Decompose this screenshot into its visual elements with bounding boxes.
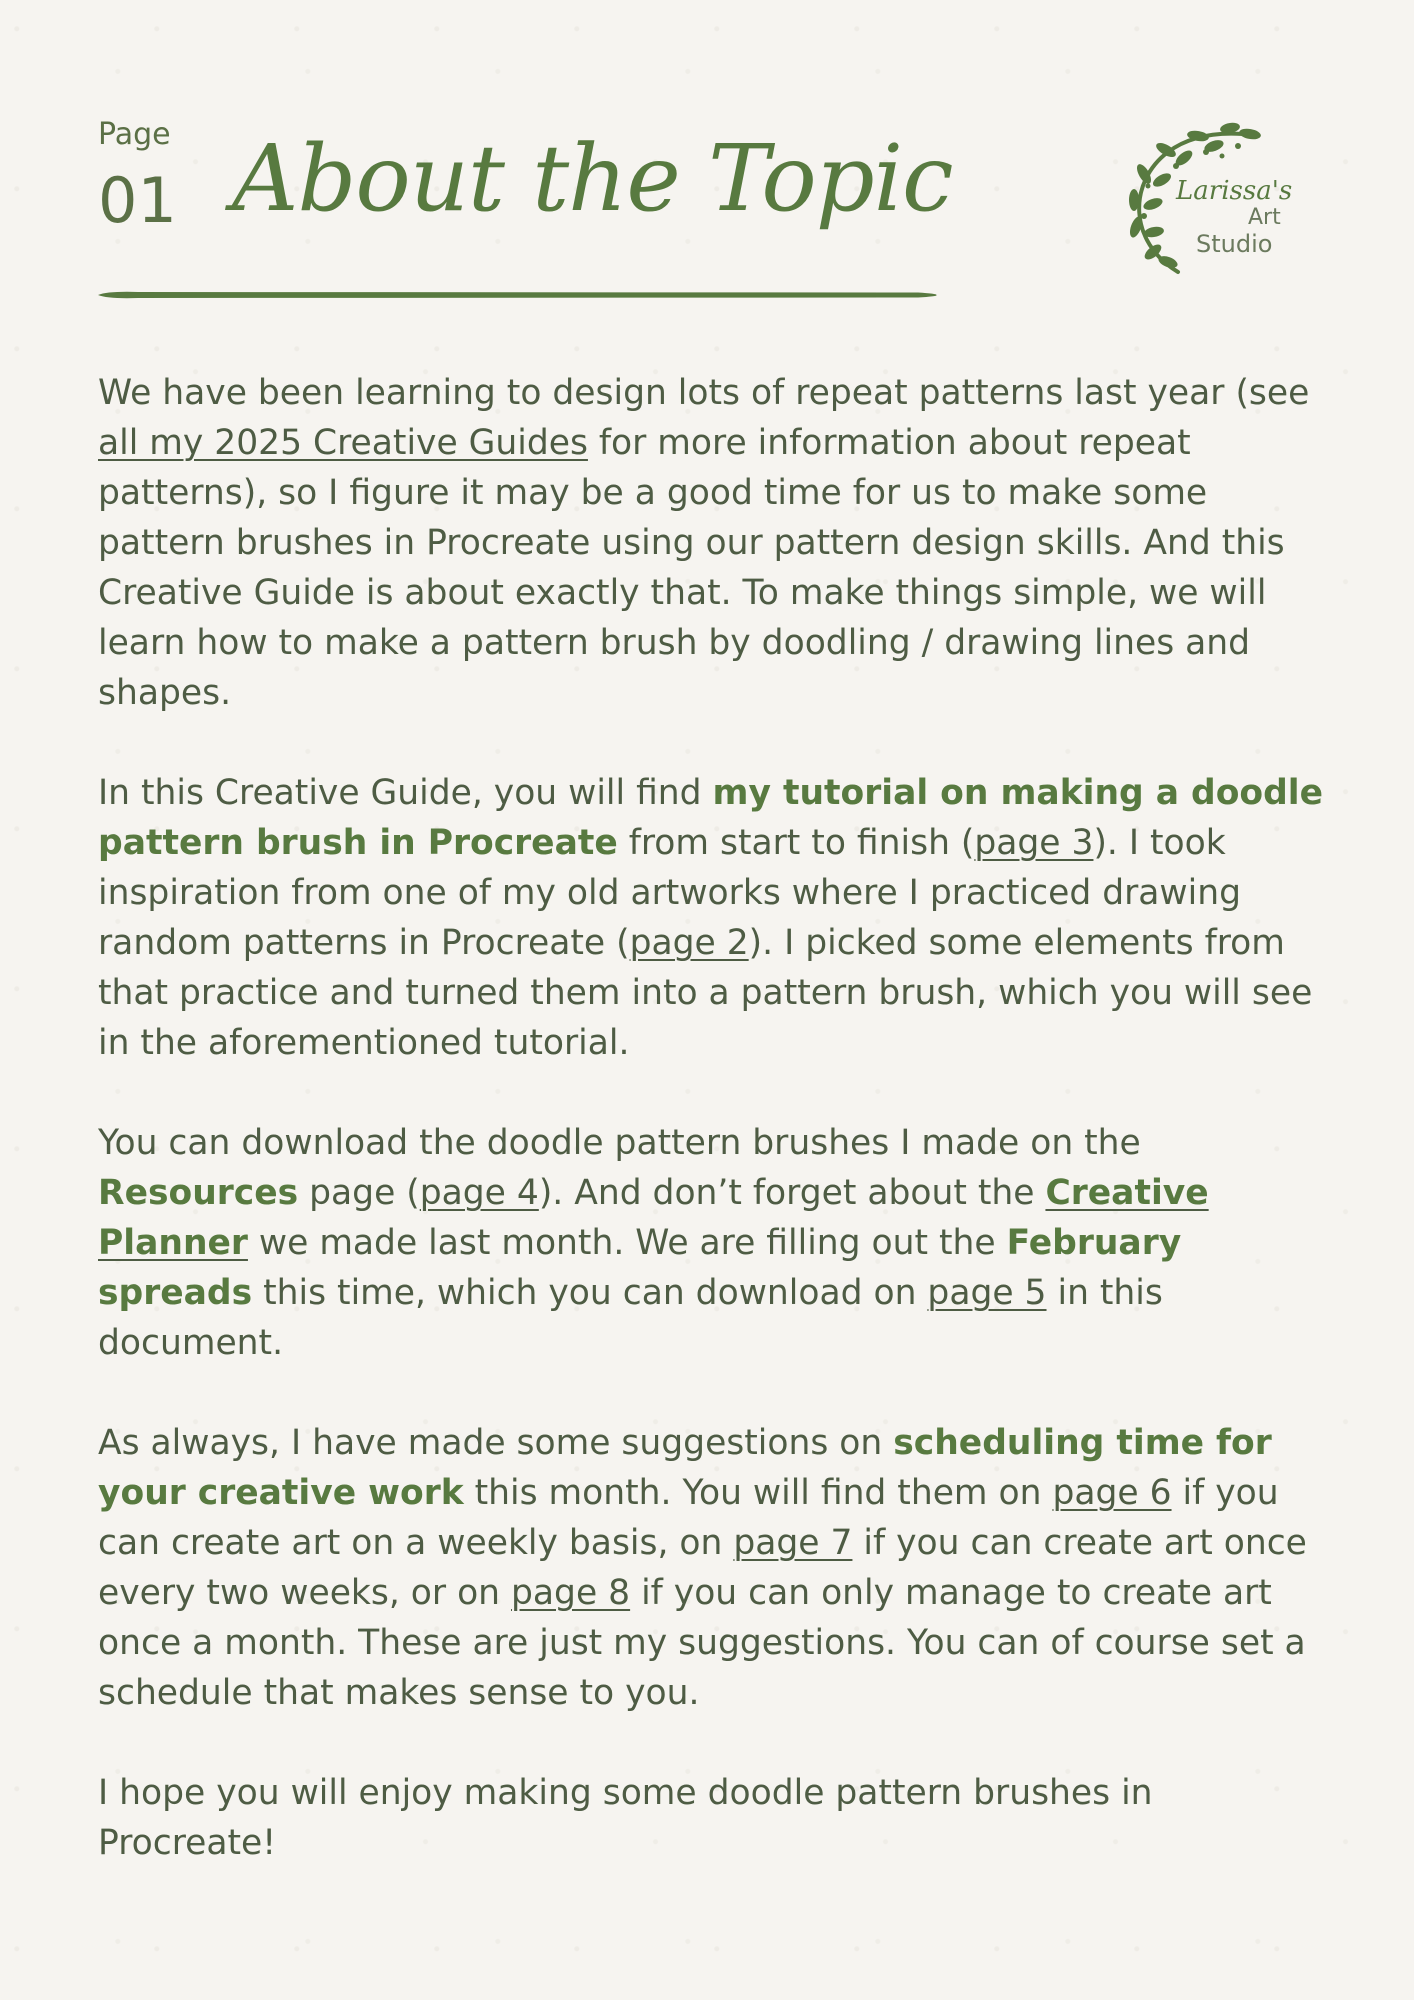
body-text — [98, 368, 1338, 1918]
page-7-link[interactable]: page 7 — [733, 1523, 853, 1563]
text: this month. You will find them on — [463, 1473, 1053, 1513]
title-divider — [98, 290, 940, 300]
page-title: About the Topic — [232, 125, 953, 232]
page-2-link[interactable]: page 2 — [629, 923, 749, 963]
paragraph-closing — [98, 1768, 1338, 1868]
bold-text: Creative Planner — [98, 1173, 1209, 1263]
page-8-link[interactable]: page 8 — [511, 1573, 631, 1613]
text: if you can only manage to create art once a month. These are just my suggestions. You can of course set a schedule that makes sense to you. — [98, 1573, 1306, 1713]
creative-guides-link[interactable]: all my 2025 Creative Guides — [98, 423, 588, 463]
page-number: 01 — [98, 164, 177, 237]
text: in this document. — [98, 1273, 1163, 1363]
paragraph-tutorial — [98, 768, 1338, 1068]
logo-studio: Studio — [1196, 230, 1273, 258]
text: ). And don’t forget about the — [538, 1173, 1046, 1213]
text: page ( — [298, 1173, 420, 1213]
text: ). I took inspiration from one of my old artworks where I practiced drawing random patterns in Procreate ( — [98, 823, 1241, 963]
bold-text: scheduling time for your creative work — [98, 1423, 1272, 1513]
text: In this Creative Guide, you will find — [98, 773, 713, 813]
page-5-link[interactable]: page 5 — [927, 1273, 1047, 1313]
bold-text: February spreads — [98, 1223, 1182, 1313]
logo-art: Art — [1248, 205, 1281, 230]
text: ). I picked some elements from that practice and turned them into a pattern brush, which you will see in the aforementioned tutorial. — [98, 923, 1313, 1063]
logo-name: Larissa's — [1176, 176, 1293, 206]
page-label: Page — [98, 117, 171, 152]
bold-text: my tutorial on making a doodle pattern brush in Procreate — [98, 773, 1324, 863]
studio-logo — [1118, 122, 1308, 282]
text: As always, I have made some suggestions on — [98, 1423, 894, 1463]
text: if you can create art on a weekly basis, on — [98, 1473, 1279, 1563]
paragraph-resources — [98, 1118, 1338, 1368]
text: We have been learning to design lots of repeat patterns last year (see — [98, 373, 1310, 413]
text: from start to finish ( — [617, 823, 975, 863]
text: we made last month. We are filling out the — [247, 1223, 1007, 1263]
text: if you can create art once every two weeks, or on — [98, 1523, 1307, 1613]
text: You can download the doodle pattern brushes I made on the — [98, 1123, 1141, 1163]
page-4-link[interactable]: page 4 — [419, 1173, 539, 1213]
bold-text: Resources — [98, 1173, 299, 1213]
text: for more information about repeat patterns), so I figure it may be a good time for us to make some pattern brushes in Procreate using our pattern design skills. And this Creative Guide is about exactly that. To make things simple, we will learn how to make a pattern brush by doodling / drawing lines and shapes. — [98, 423, 1285, 713]
text: this time, which you can download on — [252, 1273, 928, 1313]
page-6-link[interactable]: page 6 — [1052, 1473, 1172, 1513]
paragraph-schedule — [98, 1418, 1338, 1718]
page-3-link[interactable]: page 3 — [974, 823, 1094, 863]
paragraph-intro — [98, 368, 1338, 718]
text: I hope you will enjoy making some doodle pattern brushes in Procreate! — [98, 1773, 1153, 1863]
